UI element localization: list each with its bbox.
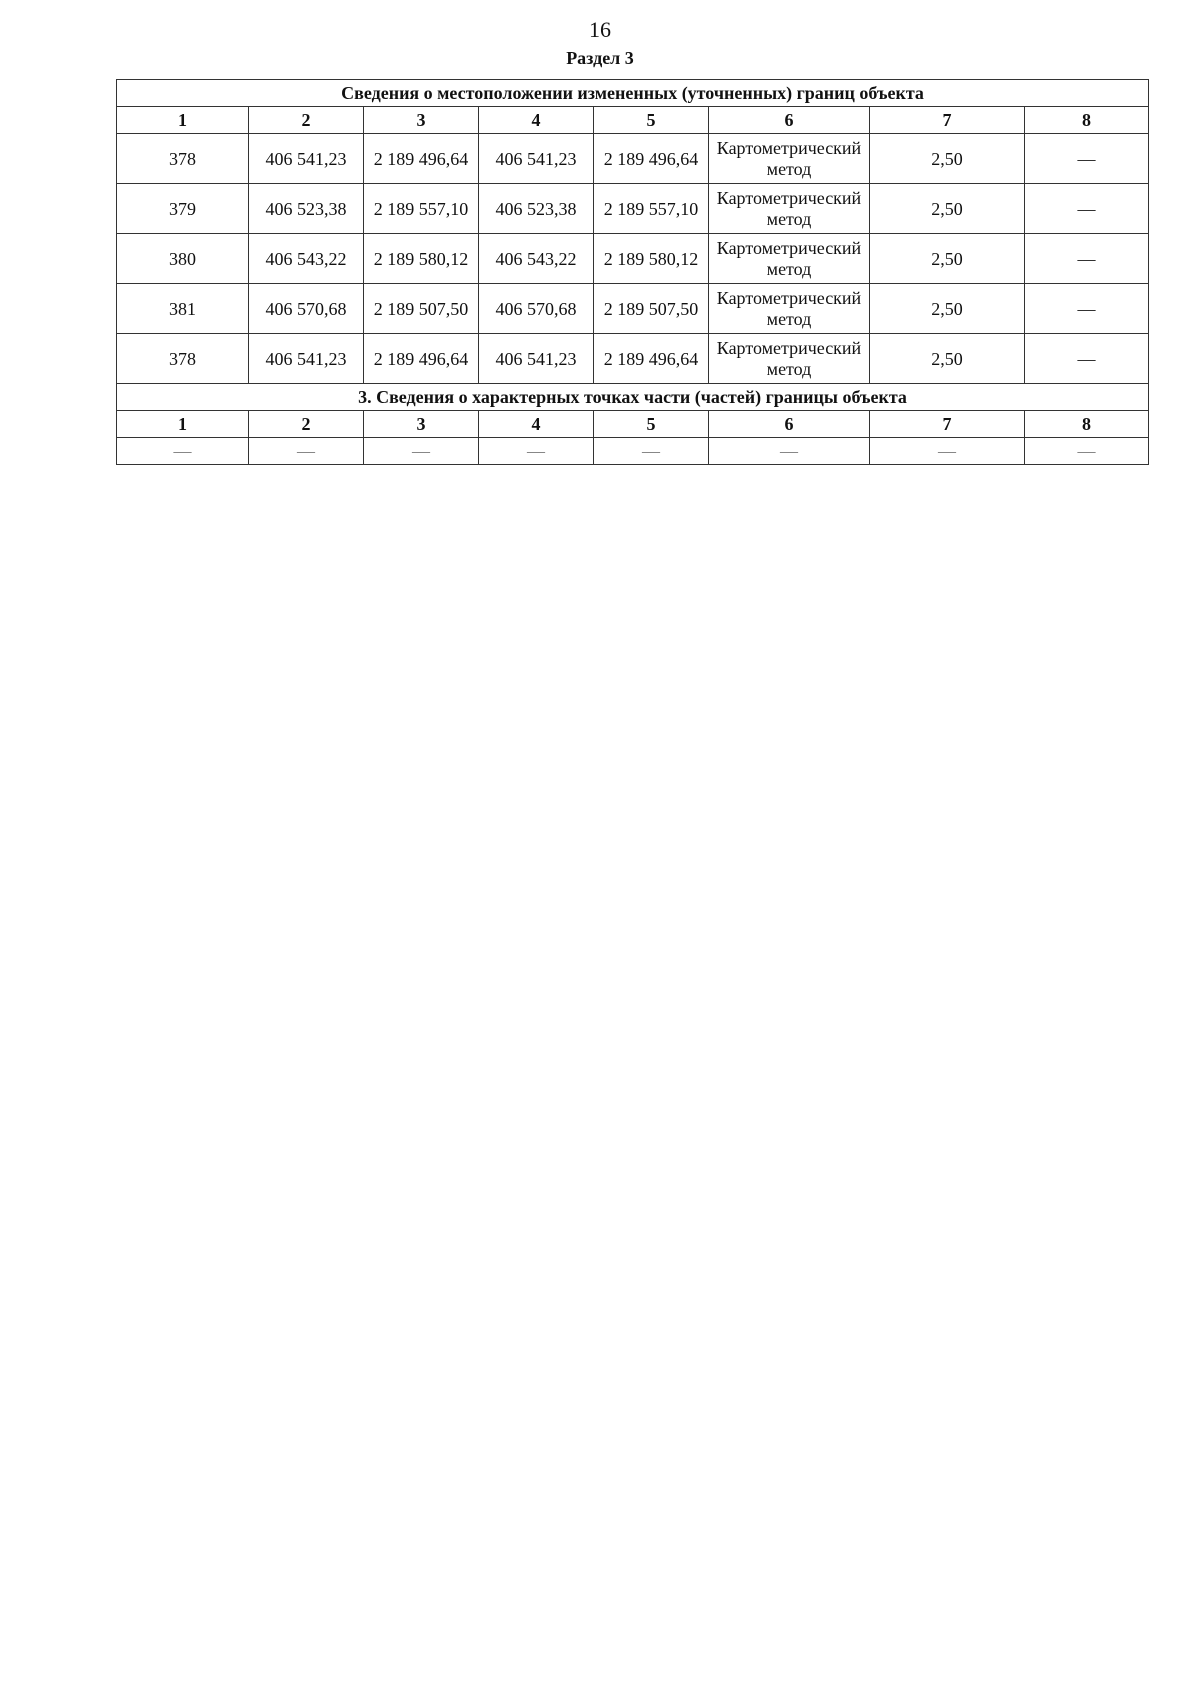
table-row: [117, 184, 1149, 234]
method-cell: Картометрический метод: [709, 184, 870, 234]
table-row: [117, 334, 1149, 384]
x-new-cell: 406 541,23: [479, 134, 594, 184]
table2-title-row: [117, 384, 1149, 411]
empty-cell: —: [479, 438, 594, 465]
table2-header-cell: 3: [364, 411, 479, 438]
empty-cell: —: [117, 438, 249, 465]
table-row: [117, 234, 1149, 284]
x-cell: 406 570,68: [249, 284, 364, 334]
table-row: [117, 284, 1149, 334]
table2-header-cell: 8: [1025, 411, 1149, 438]
table2-header-cell: 1: [117, 411, 249, 438]
description-cell: —: [1025, 134, 1149, 184]
description-cell: —: [1025, 184, 1149, 234]
empty-cell: —: [249, 438, 364, 465]
method-cell: Картометрический метод: [709, 334, 870, 384]
x-new-cell: 406 543,22: [479, 234, 594, 284]
table2-header-cell: 6: [709, 411, 870, 438]
accuracy-cell: 2,50: [870, 284, 1025, 334]
point-number-cell: 380: [117, 234, 249, 284]
table1-header-cell: 1: [117, 107, 249, 134]
empty-cell: —: [709, 438, 870, 465]
description-cell: —: [1025, 234, 1149, 284]
point-number-cell: 378: [117, 334, 249, 384]
table1-header-cell: 6: [709, 107, 870, 134]
x-cell: 406 541,23: [249, 134, 364, 184]
table1-title-row: [117, 80, 1149, 107]
section-title: Раздел 3: [566, 48, 634, 68]
y-cell: 2 189 580,12: [364, 234, 479, 284]
point-number-cell: 381: [117, 284, 249, 334]
table2-title: 3. Сведения о характерных точках части (частей) границы объекта: [117, 384, 1149, 411]
accuracy-cell: 2,50: [870, 184, 1025, 234]
empty-cell: —: [1025, 438, 1149, 465]
description-cell: —: [1025, 334, 1149, 384]
y-new-cell: 2 189 507,50: [594, 284, 709, 334]
table1-header-cell: 2: [249, 107, 364, 134]
table1-header-cell: 7: [870, 107, 1025, 134]
y-cell: 2 189 496,64: [364, 134, 479, 184]
coordinates-table: [116, 79, 1149, 465]
accuracy-cell: 2,50: [870, 334, 1025, 384]
y-cell: 2 189 496,64: [364, 334, 479, 384]
empty-cell: —: [870, 438, 1025, 465]
table2-header-row: [117, 411, 1149, 438]
table1-header-cell: 3: [364, 107, 479, 134]
table1-header-cell: 8: [1025, 107, 1149, 134]
y-cell: 2 189 507,50: [364, 284, 479, 334]
table1-header-row: [117, 107, 1149, 134]
description-cell: —: [1025, 284, 1149, 334]
method-cell: Картометрический метод: [709, 134, 870, 184]
table-row: [117, 438, 1149, 465]
x-cell: 406 543,22: [249, 234, 364, 284]
point-number-cell: 379: [117, 184, 249, 234]
y-cell: 2 189 557,10: [364, 184, 479, 234]
x-cell: 406 541,23: [249, 334, 364, 384]
method-cell: Картометрический метод: [709, 234, 870, 284]
table2-header-cell: 7: [870, 411, 1025, 438]
table1-title: Сведения о местоположении измененных (уточненных) границ объекта: [117, 80, 1149, 107]
method-cell: Картометрический метод: [709, 284, 870, 334]
table2-header-cell: 4: [479, 411, 594, 438]
x-new-cell: 406 541,23: [479, 334, 594, 384]
x-new-cell: 406 523,38: [479, 184, 594, 234]
accuracy-cell: 2,50: [870, 134, 1025, 184]
page-number: 16: [589, 17, 611, 42]
table1-header-cell: 4: [479, 107, 594, 134]
empty-cell: —: [594, 438, 709, 465]
x-new-cell: 406 570,68: [479, 284, 594, 334]
accuracy-cell: 2,50: [870, 234, 1025, 284]
empty-cell: —: [364, 438, 479, 465]
x-cell: 406 523,38: [249, 184, 364, 234]
table-row: [117, 134, 1149, 184]
y-new-cell: 2 189 557,10: [594, 184, 709, 234]
table2-header-cell: 2: [249, 411, 364, 438]
y-new-cell: 2 189 496,64: [594, 334, 709, 384]
table1-header-cell: 5: [594, 107, 709, 134]
y-new-cell: 2 189 580,12: [594, 234, 709, 284]
point-number-cell: 378: [117, 134, 249, 184]
table2-header-cell: 5: [594, 411, 709, 438]
y-new-cell: 2 189 496,64: [594, 134, 709, 184]
